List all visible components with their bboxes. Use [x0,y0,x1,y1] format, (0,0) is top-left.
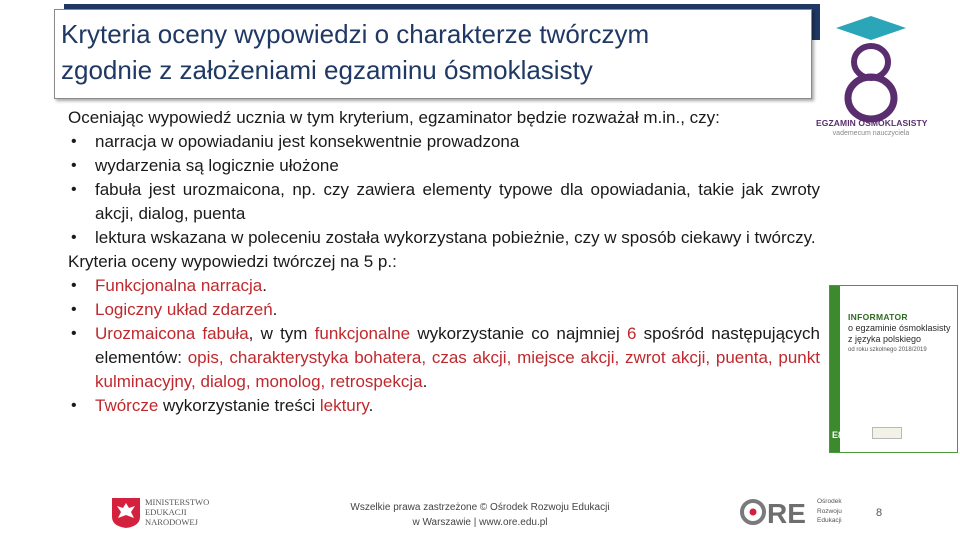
criteria-list [68,130,820,250]
copyright-line: w Warszawie | www.ore.edu.pl [412,517,548,528]
cover-tag: E8 [832,430,844,440]
scoring-keyword: funkcjonalne [314,324,411,343]
scoring-heading: Kryteria oceny wypowiedzi twórczej na 5 p.: [68,252,397,271]
logo-tagline: vademecum nauczyciela [832,130,910,137]
criteria-item: • lektura wskazana w poleceniu została wykorzystana pobieżnie, czy w sposób ciekawy i twórczy. [68,226,820,250]
criteria-item: • wydarzenia są logicznie ułożone [68,154,820,178]
ore-line: Rozwoju [817,507,842,515]
scoring-keyword: opis, charakterystyka bohatera, czas akcji, miejsce akcji, zwrot akcji, puenta, punkt kulminacyjny, dialog, monolog, retrospekcja [95,348,820,391]
scoring-list [68,274,820,418]
scoring-item [68,298,820,322]
scoring-text: . [272,300,278,319]
scoring-keyword: 6 [626,324,637,343]
scoring-item [68,394,820,418]
scoring-text: . [422,372,428,391]
footer-copyright [320,500,640,530]
ministry-line: MINISTERSTWO [145,497,210,507]
scoring-keyword: Funkcjonalna narracja [95,276,263,295]
scoring-keyword: lektury [319,396,369,415]
page-number: 8 [876,507,883,519]
scoring-item [68,274,820,298]
slide-body [68,106,820,418]
ministry-logo-text [145,497,209,527]
cover-subtitle: z języka polskiego [848,334,922,344]
scoring-text: . [262,276,267,295]
scoring-text: . [368,396,374,415]
ministry-line: NARODOWEJ [145,517,198,527]
scoring-text: , w tym [248,324,315,343]
cover-year: od roku szkolnego 2018/2019 [848,347,927,353]
title-line-1: Kryteria oceny wypowiedzi o charakterze twórczym [61,19,650,49]
cover-subtitle: o egzaminie ósmoklasisty [848,323,951,333]
logo-name: EGZAMIN ÓSMOKLASISTY [816,118,928,128]
cover-publisher-logo [872,427,902,439]
slide-title [54,9,812,99]
ore-logo-text [817,497,842,526]
cover-title: INFORMATOR [848,312,908,322]
polish-eagle-icon [111,497,141,529]
ore-line: Edukacji [817,517,842,524]
scoring-text: spośród następujących elementów: [95,324,820,367]
scoring-text: wykorzystanie treści [158,396,320,415]
ministry-line: EDUKACJI [145,507,187,517]
scoring-keyword: Urozmaicona fabuła [95,324,249,343]
criteria-item: • fabuła jest urozmaicona, np. czy zawiera elementy typowe dla opowiadania, takie jak zwroty akcji, dialog, puenta [68,178,820,226]
copyright-line: Wszelkie prawa zastrzeżone © Ośrodek Rozwoju Edukacji [350,502,610,513]
intro-paragraph: Oceniając wypowiedź ucznia w tym kryterium, egzaminator będzie rozważał m.in., czy: [68,108,720,127]
cover-stripe [830,286,840,452]
informator-cover-image [829,285,958,453]
scoring-keyword: Twórcze [95,396,159,415]
title-line-2: zgodnie z założeniami egzaminu ósmoklasisty [61,55,593,85]
svg-text:RE: RE [767,498,806,529]
scoring-text: wykorzystanie co najmniej [410,324,627,343]
criteria-item: • narracja w opowiadaniu jest konsekwentnie prowadzona [68,130,820,154]
scoring-item [68,322,820,394]
scoring-keyword: Logiczny układ zdarzeń [95,300,273,319]
ore-line: Ośrodek [817,498,842,505]
ore-logo [740,494,812,530]
